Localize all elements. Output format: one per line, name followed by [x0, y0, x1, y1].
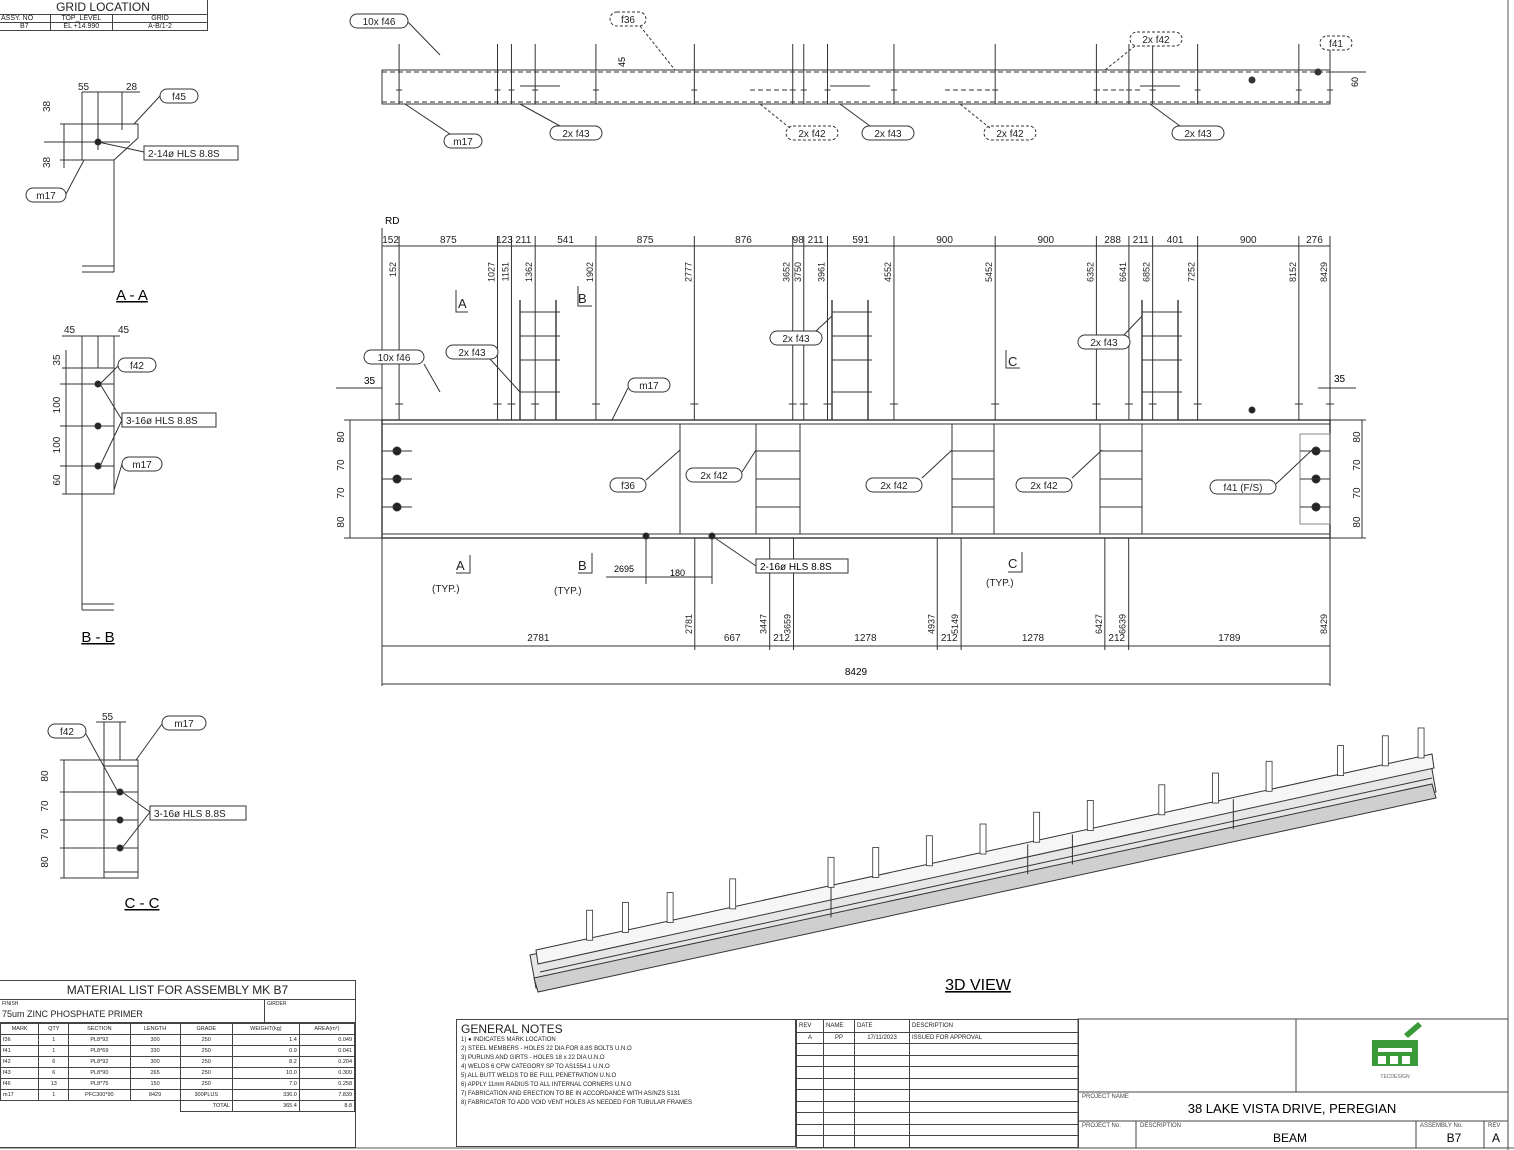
material-cell: 0.204 — [299, 1057, 354, 1068]
elev-tag: f41 (F/S) — [1223, 483, 1263, 494]
section-aa-title: A - A — [116, 287, 148, 304]
cc-bolt: 3-16ø HLS 8.8S — [154, 809, 226, 820]
plan-dim: 45 — [617, 56, 627, 68]
aa-dim: 55 — [78, 82, 90, 93]
material-cell: 265 — [130, 1068, 180, 1079]
general-notes — [456, 1019, 796, 1147]
revision-cell: PP — [824, 1032, 855, 1044]
running-dim: 5452 — [984, 262, 995, 283]
material-cell: PL8*69 — [69, 1046, 130, 1057]
note-line: 6) APPLY 11mm RADIUS TO ALL INTERNAL CORNERS U.N.O — [461, 1082, 632, 1088]
grid-header: ASSY. NO — [0, 15, 50, 23]
material-cell: PFC300*90 — [69, 1090, 130, 1101]
bottom-spacing-dim: 1789 — [1218, 633, 1241, 644]
grid-location-title: GRID LOCATION — [0, 0, 208, 15]
plan-tag: 2x f43 — [562, 129, 590, 140]
plan-dim: 60 — [1350, 76, 1360, 88]
material-cell: f43 — [1, 1068, 39, 1079]
aa-dim: 38 — [42, 156, 53, 168]
note-line: 7) FABRICATION AND ERECTION TO BE IN ACCORDANCE WITH AS/NZS 5131 — [461, 1091, 681, 1097]
section-cc-title: C - C — [124, 895, 160, 912]
material-cell: 7.0 — [232, 1079, 299, 1090]
material-cell: 250 — [180, 1079, 232, 1090]
section-mark: A — [458, 296, 467, 311]
top-spacing-dim: 591 — [852, 235, 870, 246]
material-row — [1, 1068, 355, 1079]
plan-tag: m17 — [453, 137, 473, 148]
bottom-running-dim: 6427 — [1093, 613, 1104, 634]
material-cell: PL8*92 — [69, 1057, 130, 1068]
material-cell: f46 — [1, 1079, 39, 1090]
material-cell: 300 — [130, 1057, 180, 1068]
material-cell: 7.839 — [299, 1090, 354, 1101]
bottom-spacing-dim: 1278 — [854, 633, 877, 644]
total-label: TOTAL — [180, 1101, 232, 1112]
top-spacing-dim: 288 — [1104, 235, 1121, 246]
top-spacing-dim: 401 — [1166, 235, 1184, 246]
right-dim: 80 — [1352, 516, 1363, 528]
datum-label: RD — [385, 216, 400, 227]
elev-tag: 2x f42 — [880, 481, 908, 492]
elev-tag: 2x f42 — [1030, 481, 1058, 492]
left-dim: 70 — [336, 459, 347, 471]
running-dim: 6352 — [1085, 262, 1096, 283]
material-cell: 336.0 — [232, 1090, 299, 1101]
material-cell: 300 — [130, 1035, 180, 1046]
note-line: 2) STEEL MEMBERS - HOLES 22 DIA FOR 8.8S BOLTS U.N.O — [461, 1046, 632, 1052]
cc-dim: 80 — [40, 770, 51, 782]
typ-label: (TYP.) — [554, 586, 582, 597]
cc-dim: 70 — [40, 828, 51, 840]
top-spacing-dim: 98 — [792, 235, 804, 246]
project-name: 38 LAKE VISTA DRIVE, PEREGIAN — [1187, 1101, 1397, 1116]
material-cell: 300PLUS — [180, 1090, 232, 1101]
bb-dim: 45 — [118, 325, 130, 336]
section-mark: C — [1008, 556, 1018, 571]
end-dim: 35 — [1334, 374, 1346, 385]
bb-tag: f42 — [130, 361, 144, 372]
running-dim: 1151 — [500, 262, 511, 282]
top-spacing-dim: 541 — [557, 235, 574, 246]
section-mark: B — [578, 558, 587, 573]
material-row — [1, 1090, 355, 1101]
description: BEAM — [1272, 1131, 1308, 1145]
bolt-callout: 2-16ø HLS 8.8S — [760, 562, 832, 573]
top-spacing-dim: 211 — [807, 235, 824, 246]
elev-tag: 2x f43 — [1090, 338, 1118, 349]
section-mark: C — [1008, 354, 1018, 369]
total-area: 8.8 — [299, 1101, 354, 1112]
plan-tag: 2x f43 — [1184, 129, 1212, 140]
bolt-dim: 2695 — [614, 564, 635, 574]
revision-header: NAME — [824, 1020, 855, 1033]
running-dim: 152 — [388, 262, 399, 278]
revision-cell: ISSUED FOR APPROVAL — [910, 1032, 1079, 1044]
revision-header: DATE — [855, 1020, 910, 1033]
material-cell: 250 — [180, 1035, 232, 1046]
rev-value: A — [1491, 1131, 1501, 1145]
bb-dim: 100 — [52, 436, 63, 454]
revision-header: REV — [797, 1020, 824, 1033]
material-cell: 250 — [180, 1068, 232, 1079]
elev-tag: 2x f43 — [782, 334, 810, 345]
bb-tag: m17 — [132, 460, 152, 471]
plan-tag: f36 — [621, 15, 635, 26]
material-cell: 150 — [130, 1079, 180, 1090]
bolt-dim: 180 — [670, 568, 686, 578]
revision-table — [796, 1019, 1079, 1148]
top-spacing-dim: 123 — [496, 235, 513, 246]
bottom-running-dim: 8429 — [1319, 613, 1329, 634]
elev-tag: 2x f43 — [458, 348, 486, 359]
top-spacing-dim: 876 — [735, 235, 752, 246]
material-cell: 1 — [39, 1090, 69, 1101]
bottom-running-dim: 3447 — [758, 613, 769, 634]
running-dim: 8152 — [1287, 262, 1298, 283]
end-dim: 35 — [364, 376, 376, 387]
material-list-title: MATERIAL LIST FOR ASSEMBLY MK B7 — [0, 981, 355, 1000]
grid-location-table — [0, 0, 208, 31]
left-dim: 70 — [336, 487, 347, 499]
material-cell: PL8*75 — [69, 1079, 130, 1090]
left-dim: 80 — [336, 516, 347, 528]
plan-tag: 2x f43 — [874, 129, 902, 140]
typ-label: (TYP.) — [986, 578, 1014, 589]
running-dim: 1027 — [486, 261, 497, 283]
material-row — [1, 1079, 355, 1090]
view-3d-title: 3D VIEW — [945, 977, 1011, 994]
right-dim: 70 — [1352, 459, 1363, 471]
material-cell: f36 — [1, 1035, 39, 1046]
elev-tag: 10x f46 — [377, 353, 411, 364]
top-spacing-dim: 211 — [1132, 235, 1149, 246]
right-dim: 80 — [1352, 431, 1363, 443]
material-header: QTY — [39, 1024, 69, 1035]
material-cell: 8429 — [130, 1090, 180, 1101]
bb-dim: 45 — [64, 325, 76, 336]
note-line: 3) PURLINS AND GIRTS - HOLES 18 x 22 DIA U.N.O — [461, 1055, 605, 1061]
top-spacing-dim: 875 — [439, 235, 457, 246]
elev-tag: 2x f42 — [700, 471, 728, 482]
typ-label: (TYP.) — [432, 584, 460, 595]
bottom-running-dim: 4937 — [926, 613, 937, 634]
note-line: 8) FABRICATOR TO ADD VOID VENT HOLES AS NEEDED FOR TUBULAR FRAMES — [461, 1100, 693, 1106]
bb-dim: 60 — [52, 474, 63, 486]
assembly-no: B7 — [1446, 1131, 1462, 1145]
cc-dim: 55 — [102, 712, 114, 723]
grid-header: GRID — [113, 15, 208, 23]
material-cell: f42 — [1, 1057, 39, 1068]
material-cell: 1.4 — [232, 1035, 299, 1046]
bb-dim: 35 — [52, 354, 63, 366]
material-header: WEIGHT(kg) — [232, 1024, 299, 1035]
aa-dim: 28 — [126, 82, 138, 93]
aa-tag: f45 — [172, 92, 186, 103]
material-cell: 10.0 — [232, 1068, 299, 1079]
grid-cell: A-B/1-2 — [113, 23, 208, 31]
grid-header: TOP_LEVEL — [50, 15, 112, 23]
material-cell: 250 — [180, 1046, 232, 1057]
grid-cell: EL +14.990 — [50, 23, 112, 31]
top-spacing-dim: 211 — [515, 235, 532, 246]
grid-cell: B7 — [0, 23, 50, 31]
project-no-label: PROJECT No. — [1082, 1123, 1121, 1129]
revision-cell: A — [797, 1032, 824, 1044]
material-cell: 0.049 — [299, 1035, 354, 1046]
material-row — [1, 1035, 355, 1046]
material-cell: 6 — [39, 1068, 69, 1079]
note-line: 1) ● INDICATES MARK LOCATION — [461, 1037, 556, 1043]
running-dim: 8429 — [1319, 262, 1329, 283]
material-cell: PL8*92 — [69, 1035, 130, 1046]
running-dim: 3750 — [792, 262, 803, 283]
bb-dim: 100 — [52, 396, 63, 414]
note-line: 5) ALL BUTT WELDS TO BE FULL PENETRATION U.N.O — [461, 1073, 617, 1079]
material-cell: 6 — [39, 1057, 69, 1068]
bottom-spacing-dim: 212 — [1108, 633, 1126, 644]
logo-text: TECDESIGN — [1380, 1074, 1410, 1080]
right-dim: 70 — [1352, 487, 1363, 499]
material-cell: 8.2 — [232, 1057, 299, 1068]
running-dim: 3961 — [816, 262, 827, 283]
section-bb-title: B - B — [81, 629, 115, 646]
material-header: SECTION — [69, 1024, 130, 1035]
material-cell: 1 — [39, 1046, 69, 1057]
project-name-label: PROJECT NAME — [1082, 1094, 1129, 1100]
material-cell: 0.258 — [299, 1079, 354, 1090]
bottom-running-dim: 2781 — [683, 613, 694, 634]
overall-dim: 8429 — [844, 667, 868, 678]
plan-tag: f41 — [1329, 39, 1343, 50]
material-table — [0, 1023, 355, 1112]
material-cell: 330 — [130, 1046, 180, 1057]
cc-dim: 70 — [40, 800, 51, 812]
running-dim: 2777 — [683, 262, 694, 283]
rev-label: REV — [1488, 1123, 1501, 1129]
section-mark: B — [578, 291, 587, 306]
top-spacing-dim: 276 — [1306, 235, 1323, 246]
section-mark: A — [456, 558, 465, 573]
note-line: 4) WELDS 6 CFW CATEGORY SP TO AS1554.1 U.N.O — [461, 1064, 610, 1070]
material-cell: 13 — [39, 1079, 69, 1090]
material-cell: 1 — [39, 1035, 69, 1046]
aa-dim: 38 — [42, 100, 53, 112]
running-dim: 6641 — [1117, 262, 1128, 283]
bottom-spacing-dim: 2781 — [527, 633, 550, 644]
material-header: LENGTH — [130, 1024, 180, 1035]
material-header: AREA(m²) — [299, 1024, 354, 1035]
bottom-running-dim: 6639 — [1117, 613, 1128, 634]
cc-tag: m17 — [174, 719, 194, 730]
plan-tag: 2x f42 — [1142, 35, 1170, 46]
running-dim: 6852 — [1141, 262, 1152, 283]
bottom-running-dim: 5149 — [950, 613, 961, 634]
cc-tag: f42 — [60, 727, 74, 738]
top-spacing-dim: 900 — [1239, 235, 1257, 246]
finish-value: 75um ZINC PHOSPHATE PRIMER — [2, 1009, 143, 1019]
material-cell: m17 — [1, 1090, 39, 1101]
running-dim: 7252 — [1186, 262, 1197, 283]
top-spacing-dim: 875 — [636, 235, 654, 246]
revision-header: DESCRIPTION — [910, 1020, 1079, 1033]
finish-label: FINISH — [2, 1001, 19, 1007]
material-list — [0, 980, 356, 1148]
assembly-no-label: ASSEMBLY No. — [1420, 1123, 1463, 1129]
bb-bolt: 3-16ø HLS 8.8S — [126, 416, 198, 427]
running-dim: 3652 — [781, 262, 792, 283]
material-row — [1, 1057, 355, 1068]
top-spacing-dim: 900 — [1037, 235, 1055, 246]
running-dim: 1362 — [524, 262, 535, 283]
elev-tag: f36 — [621, 481, 635, 492]
running-dim: 4552 — [882, 262, 893, 283]
material-cell: f41 — [1, 1046, 39, 1057]
material-header: MARK — [1, 1024, 39, 1035]
bottom-spacing-dim: 212 — [940, 633, 958, 644]
bottom-spacing-dim: 667 — [723, 633, 741, 644]
plan-tag: 2x f42 — [798, 129, 826, 140]
material-cell: PL8*90 — [69, 1068, 130, 1079]
total-weight: 365.4 — [232, 1101, 299, 1112]
aa-tag: m17 — [36, 191, 56, 202]
material-header: GRADE — [180, 1024, 232, 1035]
bottom-spacing-dim: 212 — [773, 633, 790, 644]
material-cell: 0.9 — [232, 1046, 299, 1057]
top-spacing-dim: 900 — [936, 235, 953, 246]
material-row — [1, 1046, 355, 1057]
revision-cell: 17/11/2023 — [855, 1032, 910, 1044]
bottom-running-dim: 3659 — [782, 613, 793, 634]
description-label: DESCRIPTION — [1140, 1123, 1182, 1129]
plan-tag: 10x f46 — [362, 17, 396, 28]
top-spacing-dim: 152 — [382, 235, 399, 246]
material-cell: 0.300 — [299, 1068, 354, 1079]
cc-dim: 80 — [40, 856, 51, 868]
elev-tag: m17 — [639, 381, 659, 392]
girder-label: GIRDER — [267, 1001, 287, 1007]
material-cell: 250 — [180, 1057, 232, 1068]
aa-bolt: 2-14ø HLS 8.8S — [148, 149, 220, 160]
material-cell: 0.041 — [299, 1046, 354, 1057]
bottom-spacing-dim: 1278 — [1021, 633, 1045, 644]
left-dim: 80 — [336, 431, 347, 443]
plan-tag: 2x f42 — [996, 129, 1024, 140]
general-notes-title: GENERAL NOTES — [461, 1022, 563, 1036]
running-dim: 1902 — [584, 262, 595, 283]
